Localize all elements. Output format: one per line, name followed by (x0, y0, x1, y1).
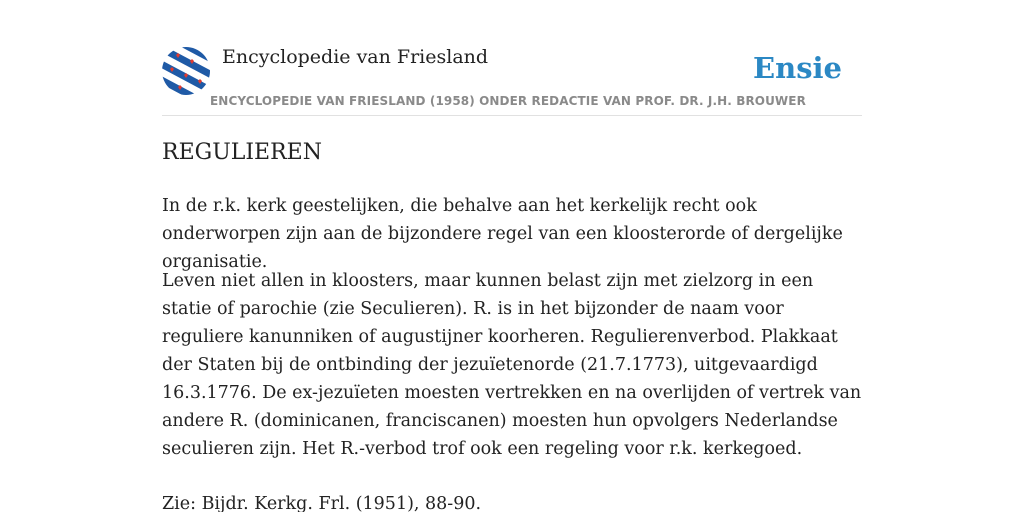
entry-paragraph: Leven niet allen in kloosters, maar kunnen belast zijn met zielzorg in een statie of parochie (zie Seculieren). R. is in het bijzonder de naam voor reguliere kanunniken of augustijner koorheren. Regulierenverbod. Plakkaat der Staten bij de ontbinding der jezuïetenorde (21.7.1773), uitgevaardigd 16.3.1776. De ex-jezuïeten moesten vertrekken en na overlijden of vertrek van andere R. (dominicanen, franciscanen) moesten hun opvolgers Nederlandse seculieren zijn. Het R.-verbod trof ook een regeling voor r.k. kerkegoed. (162, 271, 862, 459)
entry-title: REGULIEREN (162, 140, 322, 165)
encyclopedia-subtitle: ENCYCLOPEDIE VAN FRIESLAND (1958) ONDER REDACTIE VAN PROF. DR. J.H. BROUWER (210, 94, 806, 108)
site-title[interactable]: Encyclopedie van Friesland (222, 46, 489, 68)
header-divider (162, 115, 862, 116)
entry-reference: Zie: Bijdr. Kerkg. Frl. (1951), 88-90. (162, 494, 482, 512)
brand-logo[interactable]: Ensie (753, 51, 842, 85)
entry-paragraph: In de r.k. kerk geestelijken, die behalve aan het kerkelijk recht ook onderworpen zijn aan de bijzondere regel van een kloosterorde of dergelijke organisatie. (162, 196, 843, 272)
frisian-flag-icon[interactable] (162, 47, 210, 95)
